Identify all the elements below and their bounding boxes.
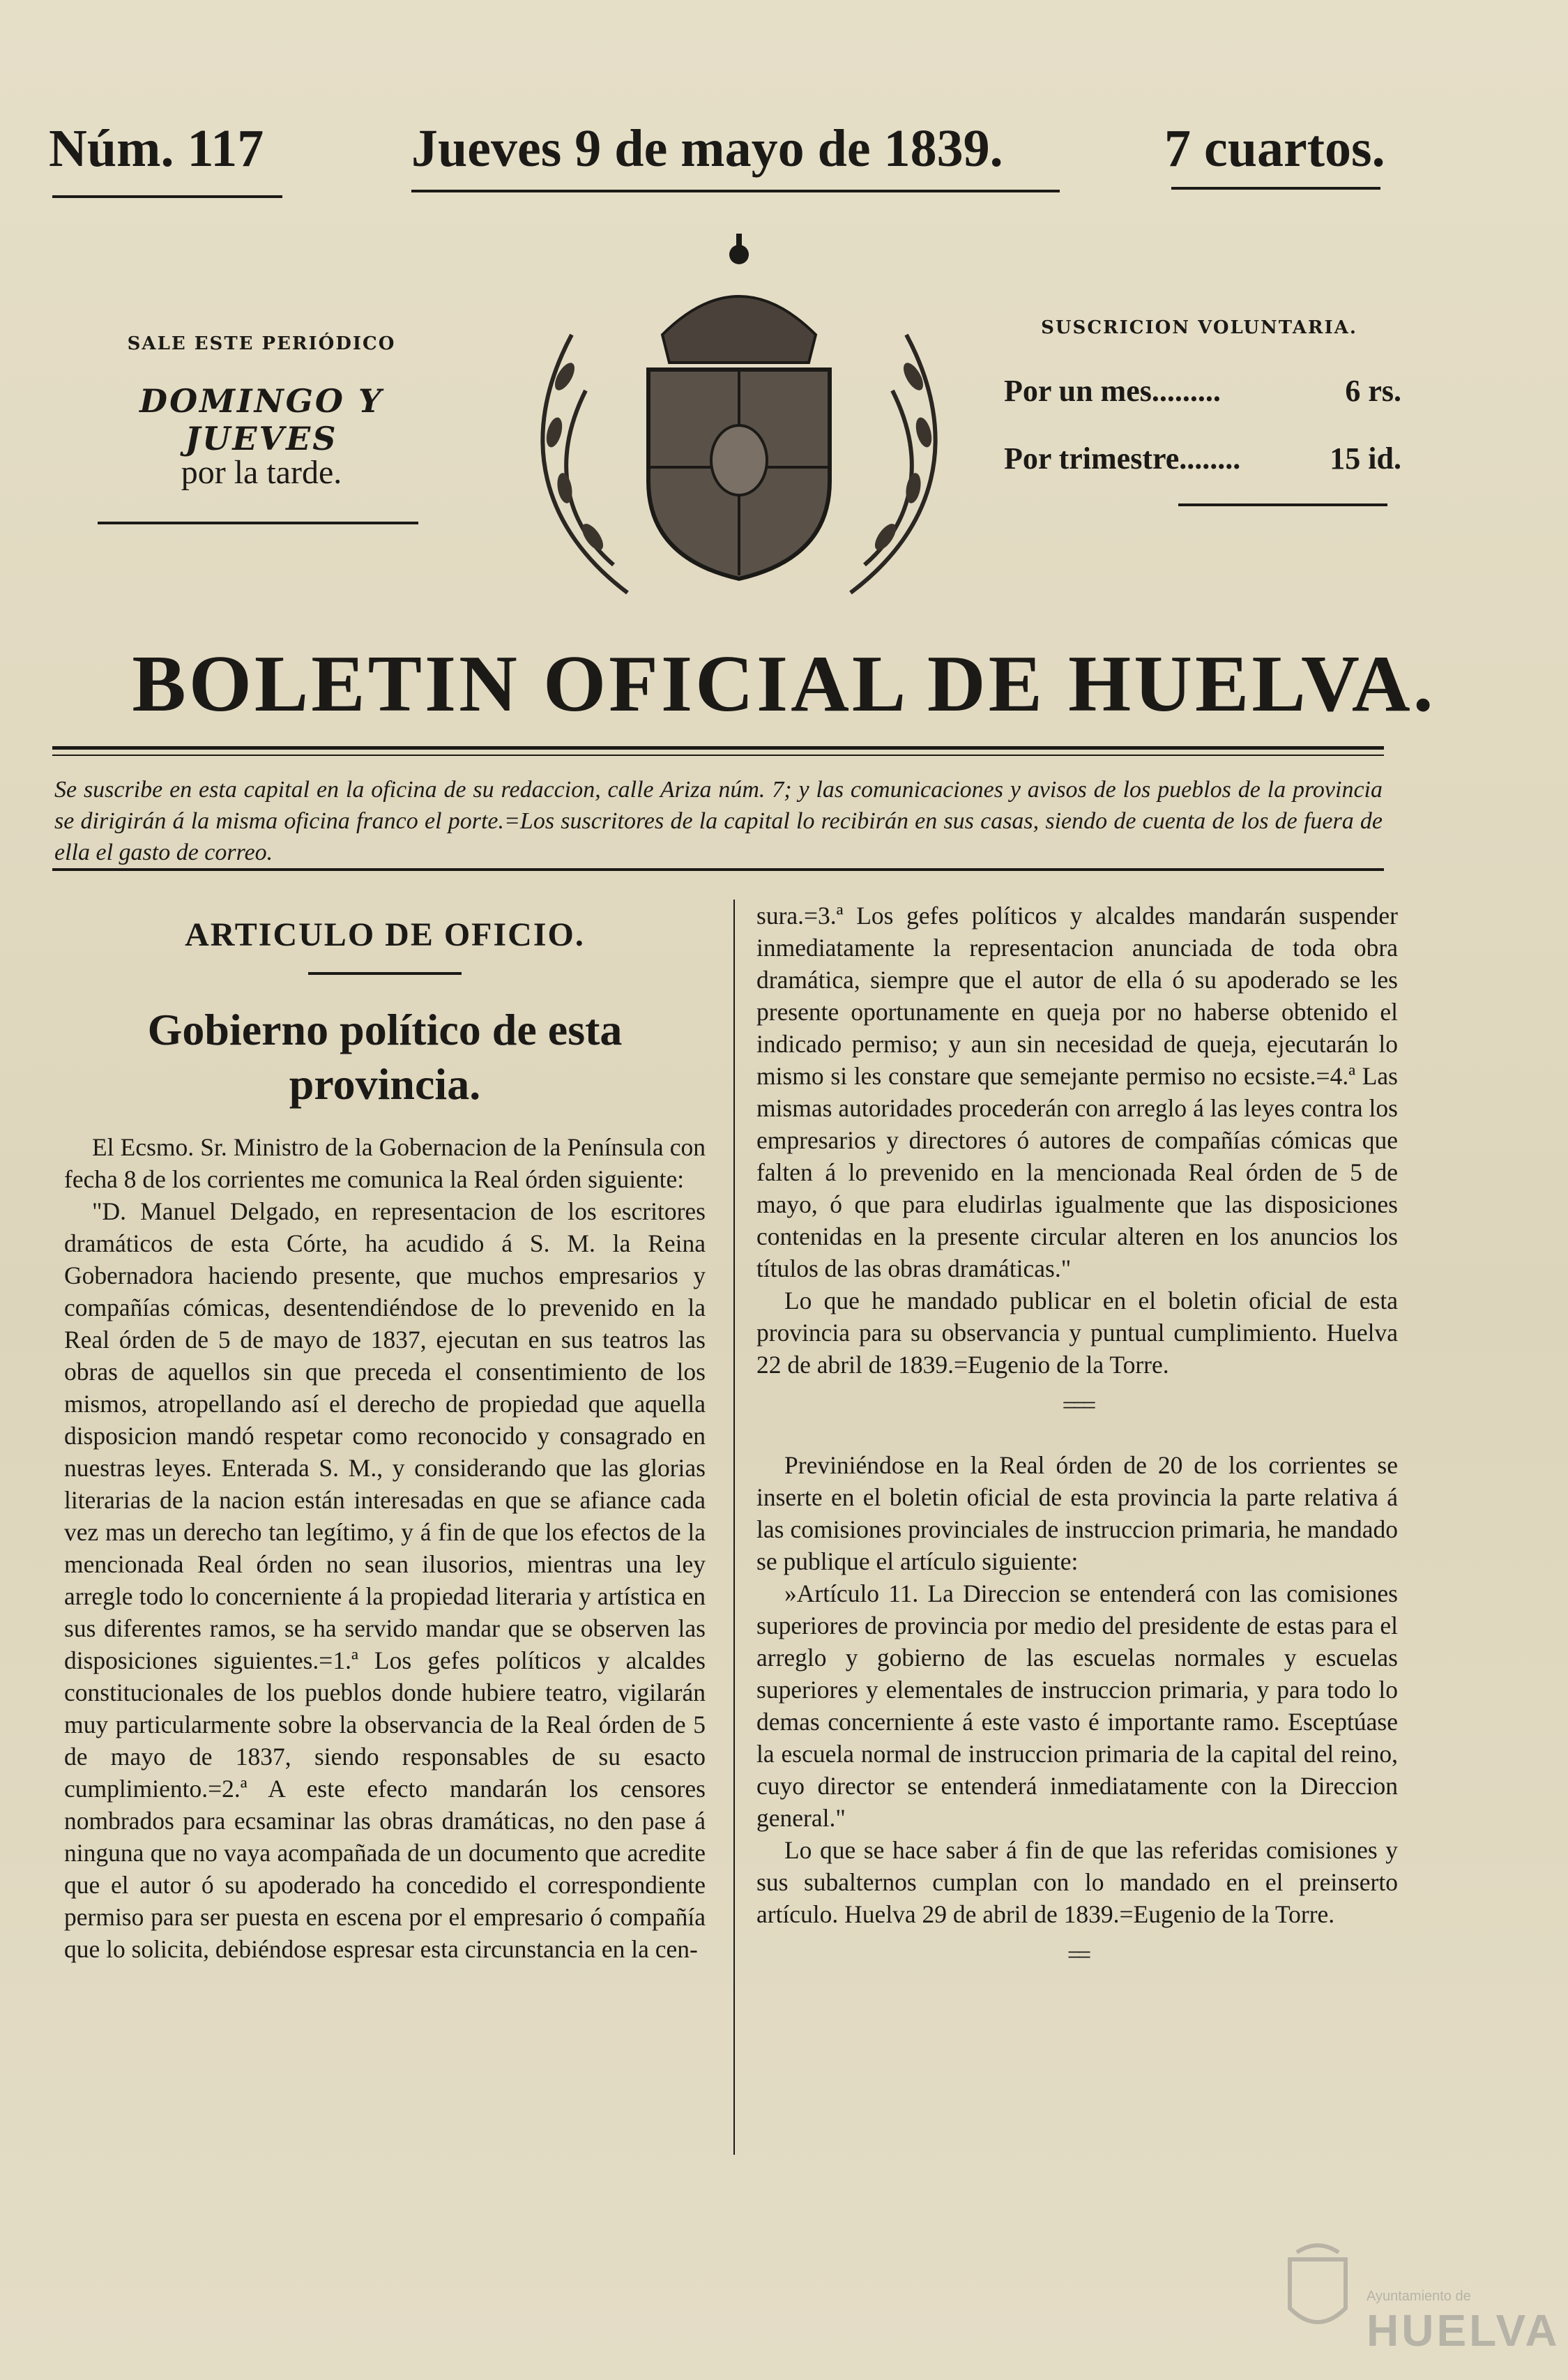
separator: ==: [1067, 1941, 1088, 1969]
publication-note: Lo que he mandado publicar en el boletin oficial de esta provincia para su observancia y puntual cumplimiento. Huelva 22 de abril de 1839.=Eugenio de la Torre.: [756, 1287, 1398, 1379]
coat-of-arms-emblem: [488, 230, 990, 621]
watermark-text: HUELVA: [1367, 2305, 1560, 2356]
month-price: 6 rs.: [1345, 374, 1401, 408]
order-continuation: sura.=3.ª Los gefes políticos y alcaldes mandarán suspender inmediatamente la representacion anunciada de toda obra dramática, siempre que el autor de ella ó su apoderado se les presente oportunamente en queja por no haberse obtenido el indicado permiso; y aun sin necesidad de queja, ejecutarán lo mismo si les constare que semejante permiso no ecsiste.=4.ª Las mismas autoridades procederán con arreglo á las leyes contra los empresarios y directores ó autores de compañías cómicas que falten á lo prevenido en la mencionada Real órden de 5 de mayo, ó que para eludirlas igualmente que las disposiciones contenidas en la presente circular alteren en los anuncios los títulos de las obras dramáticas.": [756, 902, 1398, 1282]
subscription-title: SUSCRICION VOLUNTARIA.: [1041, 317, 1357, 338]
article-11: »Artículo 11. La Direccion se entenderá con las comisiones superiores de provincia por medio del presidente de estas para el arreglo y gobierno de las escuelas normales y escuelas superiores y elementales de instruccion primaria, y para todo lo demas concerniente á este vasto é importante ramo. Esceptúase la escuela normal de instruccion primaria de la capital del reino, cuyo director se entenderá inmediatamente con la Direccion general.": [756, 1579, 1398, 1832]
month-label: Por un mes.........: [1004, 374, 1221, 408]
schedule-days: DOMINGO Y JUEVES: [139, 382, 383, 457]
intro-paragraph: El Ecsmo. Sr. Ministro de la Gobernacion de la Península con fecha 8 de los corrientes me comunica la Real órden siguiente:: [64, 1133, 706, 1193]
quarter-price: 15 id.: [1330, 441, 1401, 476]
notice-rule-bottom: [52, 868, 1384, 871]
issue-number: Núm. 117: [49, 119, 264, 178]
section-rule: [308, 972, 462, 975]
schedule-rule: [98, 522, 418, 524]
left-column: [64, 907, 706, 1965]
instruction-intro: Previniéndose en la Real órden de 20 de los corrientes se inserte en el boletin oficial de esta provincia la parte relativa á las comisiones provinciales de instruccion primaria, he mandado se publique el artículo siguiente:: [756, 1451, 1398, 1575]
separator: ===: [1062, 1391, 1093, 1419]
article-heading: Gobierno político de esta provincia.: [147, 1005, 623, 1109]
section-heading: ARTICULO DE OFICIO.: [185, 916, 585, 953]
newspaper-title: BOLETIN OFICIAL DE HUELVA.: [132, 639, 1436, 729]
title-rule-top: [52, 746, 1384, 750]
subscription-quarter: [1004, 441, 1401, 476]
issue-price: 7 cuartos.: [1164, 119, 1385, 178]
price-swash-rule: [1171, 187, 1380, 190]
date-swash-rule: [52, 195, 282, 198]
quarter-label: Por trimestre........: [1004, 441, 1241, 476]
title-rule-thin: [52, 755, 1384, 756]
subscription-rule: [1178, 503, 1387, 506]
subscription-notice: Se suscribe en esta capital en la oficina de su redaccion, calle Ariza núm. 7; y las comunicaciones y avisos de los pueblos de la provincia se dirigirán á la misma oficina franco el porte.=Los suscritores de la capital lo recibirán en sus casas, siendo de cuenta de los de fuera de ella el gasto de correo.: [54, 777, 1383, 865]
subscription-month: [1004, 373, 1401, 409]
schedule-time: por la tarde.: [181, 454, 342, 491]
closing-note: Lo que se hace saber á fin de que las referidas comisiones y sus subalternos cumplan con lo mandado en el preinserto artículo. Huelva 29 de abril de 1839.=Eugenio de la Torre.: [756, 1836, 1398, 1928]
right-column: [756, 900, 1398, 1999]
issue-date: Jueves 9 de mayo de 1839.: [411, 119, 1003, 178]
watermark-small-text: Ayuntamiento de: [1367, 2289, 1471, 2304]
date-swash-rule: [411, 190, 1060, 192]
schedule-line1: SALE ESTE PERIÓDICO: [127, 333, 396, 354]
column-divider: [733, 900, 735, 2155]
royal-order-paragraph: "D. Manuel Delgado, en representacion de los escritores dramáticos de esta Córte, ha acudido á S. M. la Reina Gobernadora haciendo presente, que muchos empresarios y compañías cómicas, desentendiéndose de lo prevenido en la Real órden de 5 de mayo de 1837, ejecutan en sus teatros las obras de aquellos sin que preceda el consentimiento de los mismos, atropellando así el derecho de propiedad que aquella disposicion mandó respetar como reconocido y consagrado en nuestras leyes. Enterada S. M., y considerando que las glorias literarias de la nacion están interesadas en que se afiance cada vez mas un derecho tan legítimo, y á fin de que los efectos de la mencionada Real órden no sean ilusorios, mientras una ley arregle todo lo concerniente á la propiedad literaria y artística en sus diferentes ramos, se ha servido mandar que se observen las disposiciones siguientes.=1.ª Los gefes políticos y alcaldes constitucionales de los pueblos donde hubiere teatro, vigilarán muy particularmente sobre la observancia de la Real órden de 5 de mayo de 1837, siendo responsables de su esacto cumplimiento.=2.ª A este efecto mandarán los censores nombrados para ecsaminar las obras dramáticas, no den pase á ninguna que no vaya acompañada de un documento que acredite que el autor ó su apoderado ha concedido el correspondiente permiso para ser puesta en escena por el empresario ó compañía que lo solicita, debiéndose espresar esta circunstancia en la cen-: [64, 1197, 706, 1963]
